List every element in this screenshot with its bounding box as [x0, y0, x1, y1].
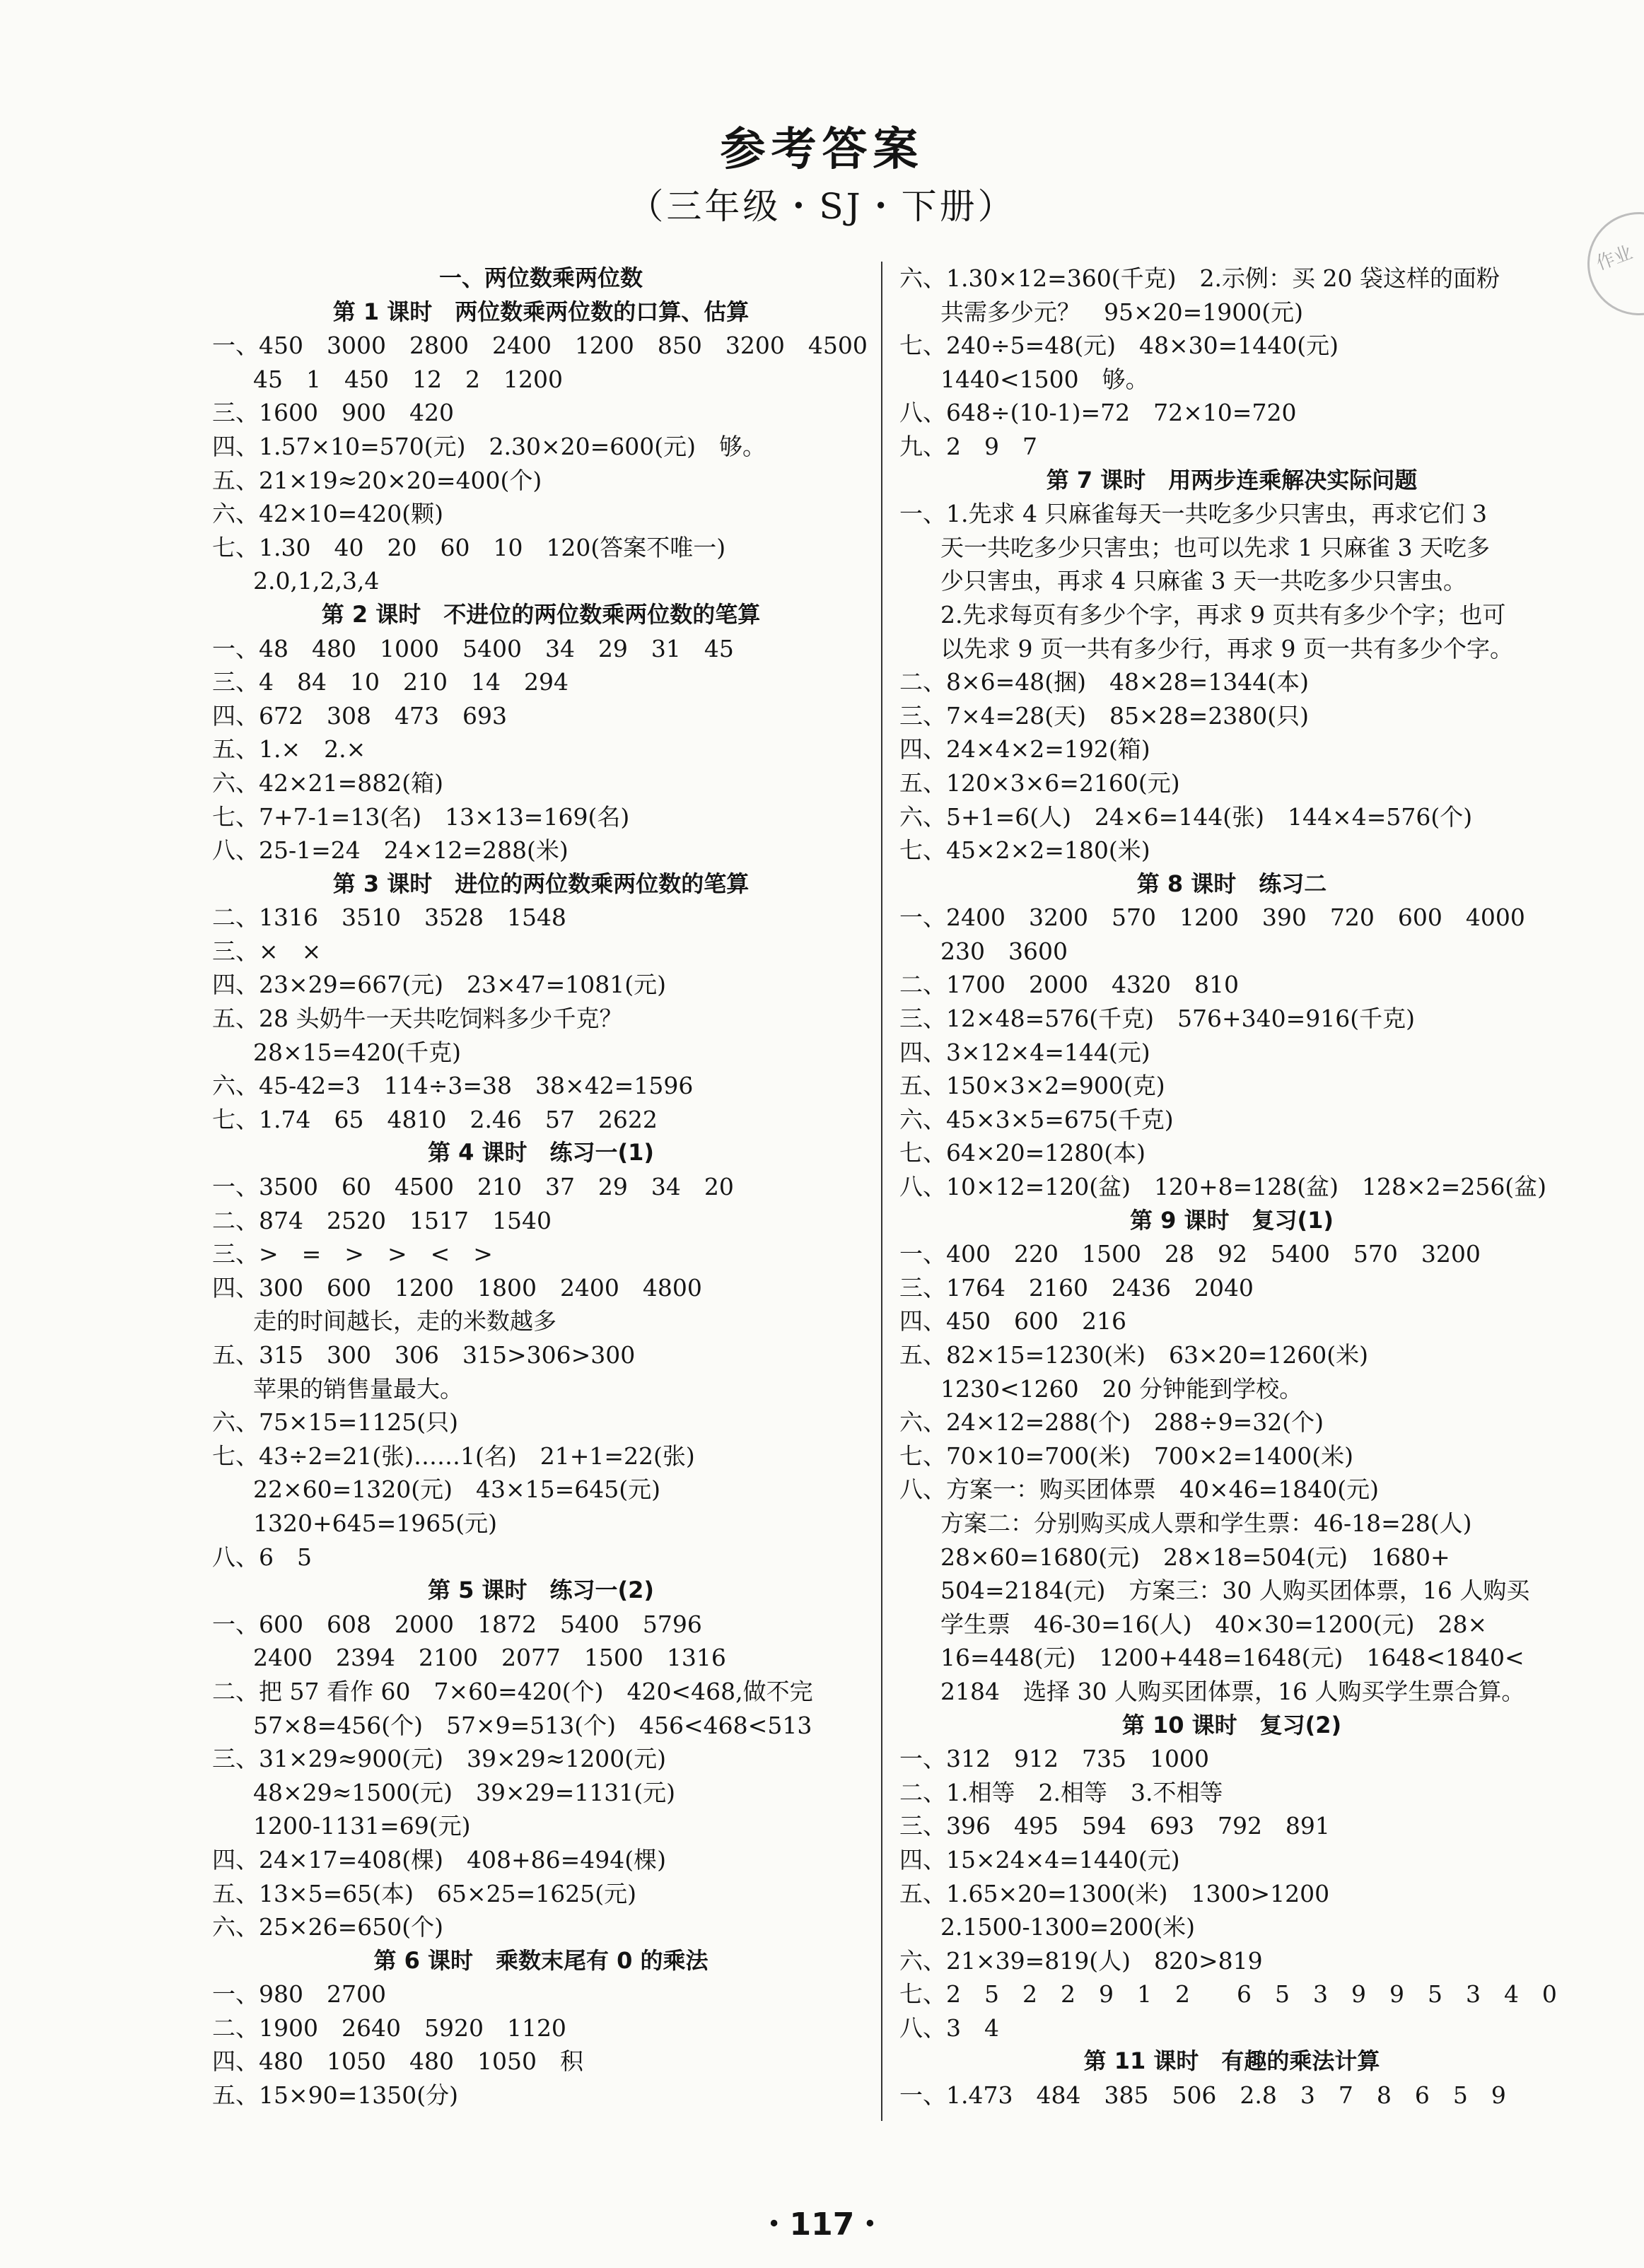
section-heading: 第 8 课时 练习二 [1136, 870, 1327, 897]
answer-line: 五、150×3×2=900(克) [899, 1072, 1165, 1100]
answer-line: 1440<1500 够。 [940, 365, 1149, 393]
answer-line: 2.先求每页有多少个字，再求 9 页共有多少个字；也可 [940, 600, 1506, 629]
answer-line: 2.0,1,2,3,4 [253, 567, 380, 595]
answer-line: 五、15×90=1350(分) [212, 2081, 459, 2110]
left-column [212, 262, 870, 2112]
answer-line: 1200-1131=69(元) [253, 1812, 471, 1840]
answer-line: 三、× × [212, 937, 322, 965]
section-heading: 第 2 课时 不进位的两位数乘两位数的笔算 [321, 600, 761, 628]
answer-line: 六、42×21=882(箱) [212, 768, 444, 797]
answer-line: 七、7+7-1=13(名) 13×13=169(名) [212, 802, 630, 831]
answer-line: 一、980 2700 [212, 1980, 386, 2009]
answer-line: 三、396 495 594 693 792 891 [899, 1812, 1330, 1840]
page-number: ・117・ [758, 2206, 886, 2243]
answer-line: 共需多少元？ 95×20=1900(元) [940, 298, 1304, 326]
answer-line: 七、1.74 65 4810 2.46 57 2622 [212, 1105, 658, 1133]
answer-line: 七、45×2×2=180(米) [899, 836, 1150, 865]
answer-line: 四、450 600 216 [899, 1307, 1126, 1335]
answer-line: 五、21×19≈20×20=400(个) [212, 466, 542, 494]
answer-line: 一、3500 60 4500 210 37 29 34 20 [212, 1173, 734, 1201]
section-heading: 一、两位数乘两位数 [438, 264, 643, 291]
answer-line: 九、2 9 7 [899, 432, 1037, 460]
answer-line: 二、把 57 看作 60 7×60=420(个) 420<468,做不完 [212, 1677, 813, 1705]
stamp-text: 作业 [1593, 242, 1636, 275]
answer-line: 苹果的销售量最大。 [253, 1374, 463, 1403]
answer-line: 二、8×6=48(捆) 48×28=1344(本) [899, 668, 1310, 696]
answer-line: 57×8=456(个) 57×9=513(个) 456<468<513 [253, 1711, 812, 1739]
answer-line: 一、400 220 1500 28 92 5400 570 3200 [899, 1240, 1481, 1268]
answer-line: 二、874 2520 1517 1540 [212, 1206, 552, 1234]
answer-line: 以先求 9 页一共有多少行，再求 9 页一共有多少个字。 [940, 634, 1513, 662]
page-subtitle: （三年级・SJ・下册） [628, 186, 1016, 227]
answer-line: 三、12×48=576(千克) 576+340=916(千克) [899, 1005, 1416, 1033]
right-column [899, 262, 1564, 2112]
answer-line: 六、25×26=650(个) [212, 1913, 444, 1941]
column-divider [881, 262, 882, 2121]
answer-line: 四、480 1050 480 1050 积 [212, 2047, 583, 2076]
answer-line: 七、70×10=700(米) 700×2=1400(米) [899, 1442, 1354, 1470]
answer-line: 八、方案一：购买团体票 40×46=1840(元) [899, 1475, 1380, 1504]
answer-line: 三、4 84 10 210 14 294 [212, 668, 569, 696]
answer-line: 五、120×3×6=2160(元) [899, 768, 1180, 797]
answer-line: 五、82×15=1230(米) 63×20=1260(米) [899, 1341, 1369, 1369]
answer-line: 45 1 450 12 2 1200 [253, 365, 563, 393]
section-heading: 第 1 课时 两位数乘两位数的口算、估算 [332, 298, 750, 325]
answer-line: 六、42×10=420(颗) [212, 500, 444, 528]
page-title: 参考答案 [720, 124, 924, 176]
answer-line: 六、45-42=3 114÷3=38 38×42=1596 [212, 1072, 694, 1100]
answer-line: 三、7×4=28(天) 85×28=2380(只) [899, 701, 1310, 730]
answer-line: 230 3600 [940, 937, 1068, 965]
answer-line: 四、15×24×4=1440(元) [899, 1845, 1180, 1874]
answer-line: 五、28 头奶牛一天共吃饲料多少千克？ [212, 1005, 623, 1033]
answer-line: 六、45×3×5=675(千克) [899, 1105, 1174, 1133]
answer-line: 48×29≈1500(元) 39×29=1131(元) [253, 1778, 676, 1806]
answer-line: 八、25-1=24 24×12=288(米) [212, 836, 569, 865]
answer-line: 五、13×5=65(本) 65×25=1625(元) [212, 1879, 637, 1907]
section-heading: 第 5 课时 练习一(2) [427, 1577, 655, 1604]
answer-line: 七、64×20=1280(本) [899, 1139, 1146, 1167]
answer-line: 八、648÷(10-1)=72 72×10=720 [899, 399, 1297, 427]
answer-line: 七、2 5 2 2 9 1 2 6 5 3 9 9 5 3 4 0 [899, 1980, 1557, 2009]
answer-line: 学生票 46-30=16(人) 40×30=1200(元) 28× [940, 1610, 1488, 1638]
section-heading: 第 3 课时 进位的两位数乘两位数的笔算 [332, 870, 750, 897]
answer-line: 七、240÷5=48(元) 48×30=1440(元) [899, 332, 1339, 360]
answer-line: 四、1.57×10=570(元) 2.30×20=600(元) 够。 [212, 432, 766, 460]
answer-line: 六、24×12=288(个) 288÷9=32(个) [899, 1408, 1324, 1437]
answer-line: 五、1.× 2.× [212, 735, 366, 764]
answer-line: 六、1.30×12=360(千克) 2.示例：买 20 袋这样的面粉 [899, 264, 1500, 292]
answer-line: 四、3×12×4=144(元) [899, 1038, 1150, 1066]
answer-line: 五、315 300 306 315>306>300 [212, 1341, 636, 1369]
answer-line: 2400 2394 2100 2077 1500 1316 [253, 1644, 726, 1672]
answer-line: 三、1600 900 420 [212, 399, 454, 427]
answer-line: 四、23×29=667(元) 23×47=1081(元) [212, 971, 667, 999]
answer-line: 走的时间越长，走的米数越多 [253, 1307, 556, 1335]
answer-line: 一、48 480 1000 5400 34 29 31 45 [212, 634, 734, 662]
answer-line: 一、1.473 484 385 506 2.8 3 7 8 6 5 9 [899, 2081, 1506, 2110]
answer-line: 一、312 912 735 1000 [899, 1745, 1209, 1773]
section-heading: 第 10 课时 复习(2) [1121, 1711, 1342, 1738]
answer-line: 28×60=1680(元) 28×18=504(元) 1680+ [940, 1543, 1450, 1571]
section-heading: 第 4 课时 练习一(1) [427, 1139, 655, 1167]
answer-line: 四、672 308 473 693 [212, 701, 507, 730]
answer-line: 2.1500-1300=200(米) [940, 1913, 1195, 1941]
answer-line: 四、24×17=408(棵) 408+86=494(棵) [212, 1845, 667, 1874]
answer-line: 六、21×39=819(人) 820>819 [899, 1946, 1263, 1975]
answer-line: 28×15=420(千克) [253, 1038, 462, 1066]
answer-line: 二、1316 3510 3528 1548 [212, 904, 566, 932]
answer-line: 16=448(元) 1200+448=1648(元) 1648<1840< [940, 1644, 1525, 1672]
answer-line: 一、600 608 2000 1872 5400 5796 [212, 1610, 702, 1638]
answer-line: 七、1.30 40 20 60 10 120(答案不唯一) [212, 533, 726, 561]
answer-line: 一、450 3000 2800 2400 1200 850 3200 4500 [212, 332, 868, 360]
answer-line: 方案二：分别购买成人票和学生票：46-18=28(人) [940, 1509, 1472, 1537]
answer-line: 1320+645=1965(元) [253, 1509, 498, 1537]
answer-line: 一、2400 3200 570 1200 390 720 600 4000 [899, 904, 1525, 932]
section-heading: 第 11 课时 有趣的乘法计算 [1083, 2047, 1380, 2075]
answer-line: 22×60=1320(元) 43×15=645(元) [253, 1475, 661, 1504]
answer-line: 七、43÷2=21(张)……1(名) 21+1=22(张) [212, 1442, 695, 1470]
answer-line: 2184 选择 30 人购买团体票，16 人购买学生票合算。 [940, 1677, 1525, 1705]
answer-line: 天一共吃多少只害虫；也可以先求 1 只麻雀 3 天吃多 [940, 533, 1490, 561]
answer-line: 四、300 600 1200 1800 2400 4800 [212, 1273, 702, 1302]
answer-line: 二、1700 2000 4320 810 [899, 971, 1239, 999]
answer-line: 二、1.相等 2.相等 3.不相等 [899, 1778, 1223, 1806]
answer-line: 一、1.先求 4 只麻雀每天一共吃多少只害虫，再求它们 3 [899, 500, 1487, 528]
section-heading: 第 9 课时 复习(1) [1129, 1206, 1334, 1234]
answer-line: 八、6 5 [212, 1543, 312, 1571]
answer-line: 八、3 4 [899, 2013, 999, 2042]
answer-line: 三、> = > > < > [212, 1240, 493, 1268]
answer-line: 504=2184(元) 方案三：30 人购买团体票，16 人购买 [940, 1577, 1530, 1605]
answer-line: 1230<1260 20 分钟能到学校。 [940, 1374, 1303, 1403]
section-heading: 第 6 课时 乘数末尾有 0 的乘法 [373, 1946, 709, 1974]
section-heading: 第 7 课时 用两步连乘解决实际问题 [1046, 466, 1418, 493]
answer-line: 五、1.65×20=1300(米) 1300>1200 [899, 1879, 1330, 1907]
answer-line: 四、24×4×2=192(箱) [899, 735, 1150, 764]
answer-line: 六、75×15=1125(只) [212, 1408, 459, 1437]
answer-line: 八、10×12=120(盆) 120+8=128(盆) 128×2=256(盆) [899, 1173, 1547, 1201]
answer-line: 三、31×29≈900(元) 39×29≈1200(元) [212, 1745, 667, 1773]
answer-line: 三、1764 2160 2436 2040 [899, 1273, 1254, 1302]
answer-line: 六、5+1=6(人) 24×6=144(张) 144×4=576(个) [899, 802, 1473, 831]
answer-line: 二、1900 2640 5920 1120 [212, 2013, 566, 2042]
answer-line: 少只害虫，再求 4 只麻雀 3 天一共吃多少只害虫。 [940, 567, 1467, 595]
